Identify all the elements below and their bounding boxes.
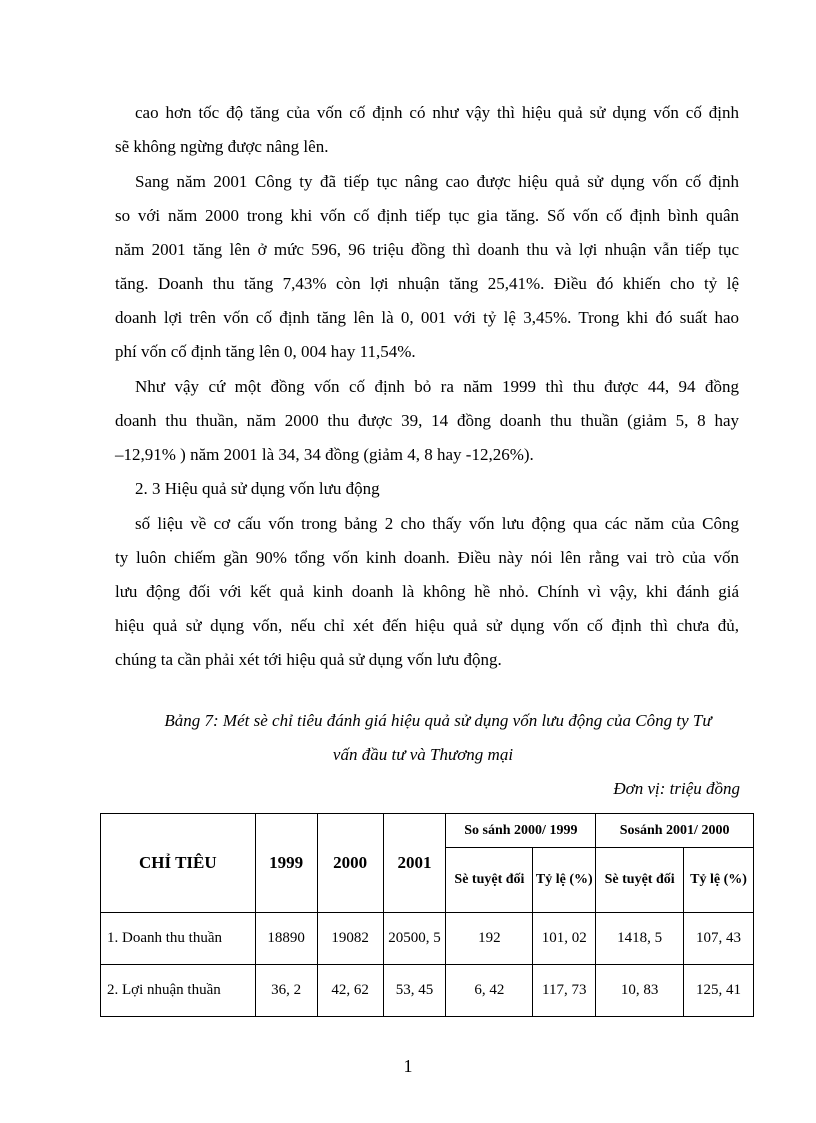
header-absolute: Sè tuyệt đối xyxy=(446,848,533,913)
data-table xyxy=(100,813,754,1017)
paragraph-line: cao hơn tốc độ tăng của vốn cố định có như vậy thì hiệu quả sử dụng vốn cố định xyxy=(135,103,739,122)
paragraph-line: tăng. Doanh thu tăng 7,43% còn lợi nhuận tăng 25,41%. Điều đó khiến cho tỷ lệ xyxy=(115,274,739,293)
cell-2001: 53, 45 xyxy=(383,965,446,1017)
cell-2001: 20500, 5 xyxy=(383,913,446,965)
header-compare-2001-2000: Sosánh 2001/ 2000 xyxy=(596,814,754,848)
paragraph-line: –12,91% ) năm 2001 là 34, 34 đồng (giảm 4, 8 hay -12,26%). xyxy=(115,445,534,464)
paragraph-line: lưu động đối với kết quả kinh doanh là không hề nhỏ. Chính vì vậy, khi đánh giá xyxy=(115,582,739,601)
paragraph-line: doanh thu thuần, năm 2000 thu được 39, 14 đồng doanh thu thuần (giảm 5, 8 hay xyxy=(115,411,739,430)
cell-1999: 18890 xyxy=(255,913,317,965)
table-caption-cont: vấn đầu tư và Thương mại xyxy=(332,745,514,764)
table-row xyxy=(101,913,754,965)
paragraph-line: phí vốn cố định tăng lên 0, 004 hay 11,54%. xyxy=(115,342,416,361)
cell-ratio-1: 101, 02 xyxy=(533,913,596,965)
paragraph-line: hiệu quả sử dụng vốn, nếu chỉ xét đến hiệu quả sử dụng vốn cố định thì chưa đủ, xyxy=(115,616,739,635)
cell-ratio-2: 125, 41 xyxy=(684,965,754,1017)
header-compare-2000-1999: So sánh 2000/ 1999 xyxy=(446,814,596,848)
cell-2000: 42, 62 xyxy=(317,965,383,1017)
header-1999: 1999 xyxy=(255,814,317,913)
header-ratio: Tỷ lệ (%) xyxy=(533,848,596,913)
paragraph-line: sẽ không ngừng được nâng lên. xyxy=(115,137,329,156)
row-label: 1. Doanh thu thuần xyxy=(101,913,256,965)
table-caption: Bảng 7: Mét sè chỉ tiêu đánh giá hiệu quả sử dụng vốn lưu động của Công ty Tư xyxy=(164,711,712,730)
cell-2000: 19082 xyxy=(317,913,383,965)
paragraph-line: số liệu về cơ cấu vốn trong bảng 2 cho thấy vốn lưu động qua các năm của Công xyxy=(135,514,739,533)
section-heading: 2. 3 Hiệu quả sử dụng vốn lưu động xyxy=(135,479,380,498)
paragraph-line: Như vậy cứ một đồng vốn cố định bỏ ra năm 1999 thì thu được 44, 94 đồng xyxy=(135,377,739,396)
unit-label: Đơn vị: triệu đồng xyxy=(613,779,740,798)
paragraph-line: ty luôn chiếm gần 90% tổng vốn kinh doanh. Điều này nói lên rằng vai trò của vốn xyxy=(115,548,739,567)
row-label: 2. Lợi nhuận thuần xyxy=(101,965,256,1017)
header-indicator: CHỈ TIÊU xyxy=(101,814,256,913)
cell-abs-1: 6, 42 xyxy=(446,965,533,1017)
cell-1999: 36, 2 xyxy=(255,965,317,1017)
paragraph-line: Sang năm 2001 Công ty đã tiếp tục nâng cao được hiệu quả sử dụng vốn cố định xyxy=(135,172,739,191)
header-2001: 2001 xyxy=(383,814,446,913)
paragraph-line: chúng ta cần phải xét tới hiệu quả sử dụng vốn lưu động. xyxy=(115,650,502,669)
paragraph-line: doanh lợi trên vốn cố định tăng lên là 0, 001 với tỷ lệ 3,45%. Trong khi đó suất hao xyxy=(115,308,739,327)
cell-abs-2: 1418, 5 xyxy=(596,913,684,965)
cell-abs-2: 10, 83 xyxy=(596,965,684,1017)
cell-ratio-1: 117, 73 xyxy=(533,965,596,1017)
table-header-row xyxy=(101,814,754,848)
cell-abs-1: 192 xyxy=(446,913,533,965)
paragraph-line: năm 2001 tăng lên ở mức 596, 96 triệu đồng thì doanh thu và lợi nhuận vẫn tiếp tục xyxy=(115,240,739,259)
header-absolute: Sè tuyệt đối xyxy=(596,848,684,913)
table-row xyxy=(101,965,754,1017)
header-2000: 2000 xyxy=(317,814,383,913)
paragraph-line: so với năm 2000 trong khi vốn cố định tiếp tục gia tăng. Số vốn cố định bình quân xyxy=(115,206,739,225)
header-ratio: Tỷ lệ (%) xyxy=(684,848,754,913)
cell-ratio-2: 107, 43 xyxy=(684,913,754,965)
page-number: 1 xyxy=(403,1056,413,1076)
